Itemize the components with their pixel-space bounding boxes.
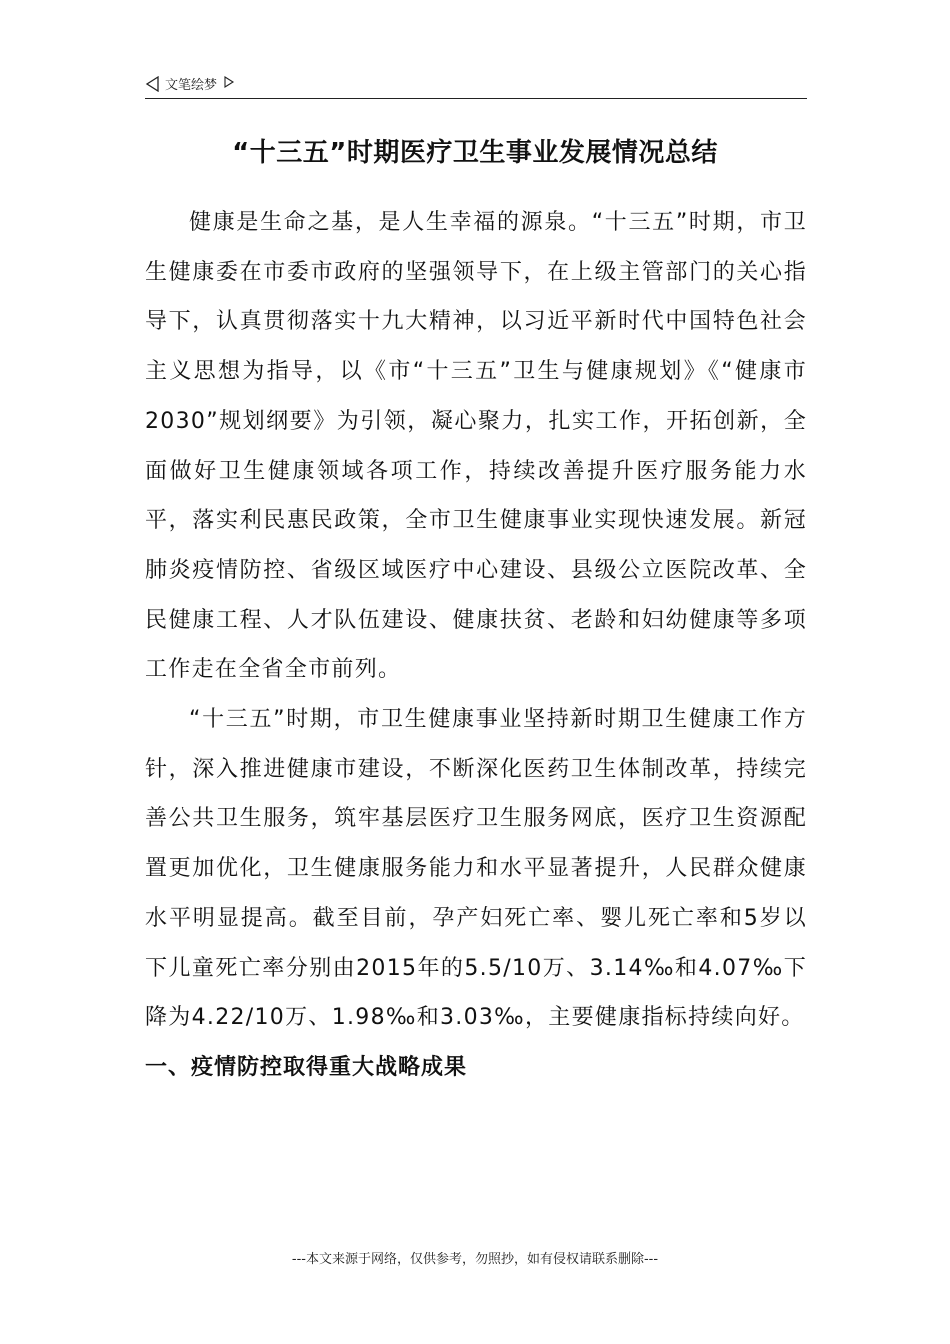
- document-body: [145, 198, 807, 1093]
- paragraph-achievements: “十三五”时期，市卫生健康事业坚持新时期卫生健康工作方针，深入推进健康市建设，不断深化医药卫生体制改革，持续完善公共卫生服务，筑牢基层医疗卫生服务网底，医疗卫生资源配置更加优化，卫生健康服务能力和水平显著提升，人民群众健康水平明显提高。截至目前，孕产妇死亡率、婴儿死亡率和5岁以下儿童死亡率分别由2015年的5.5/10万、3.14‰和4.07‰下降为4.22/10万、1.98‰和3.03‰，主要健康指标持续向好。: [145, 707, 807, 1031]
- page-header: [145, 72, 807, 99]
- paragraph-intro: 健康是生命之基，是人生幸福的源泉。“十三五”时期，市卫生健康委在市委市政府的坚强领导下，在上级主管部门的关心指导下，认真贯彻落实十九大精神，以习近平新时代中国特色社会主义思想为指导，以《市“十三五”卫生与健康规划》《“健康市2030”规划纲要》为引领，凝心聚力，扎实工作，开拓创新，全面做好卫生健康领域各项工作，持续改善提升医疗服务能力水平，落实利民惠民政策，全市卫生健康事业实现快速发展。新冠肺炎疫情防控、省级区域医疗中心建设、县级公立医院改革、全民健康工程、人才队伍建设、健康扶贫、老龄和妇幼健康等多项工作走在全省全市前列。: [145, 210, 807, 683]
- triangle-left-icon: [145, 76, 161, 92]
- triangle-right-icon: [223, 76, 235, 88]
- page-footer-disclaimer: ---本文来源于网络，仅供参考，勿照抄，如有侵权请联系删除---: [291, 1252, 659, 1267]
- header-brand: [145, 74, 235, 93]
- header-brand-text: 文笔绘梦: [165, 78, 218, 93]
- section-heading: 一、疫情防控取得重大战略成果: [145, 1054, 468, 1080]
- document-title: “十三五”时期医疗卫生事业发展情况总结: [232, 138, 718, 168]
